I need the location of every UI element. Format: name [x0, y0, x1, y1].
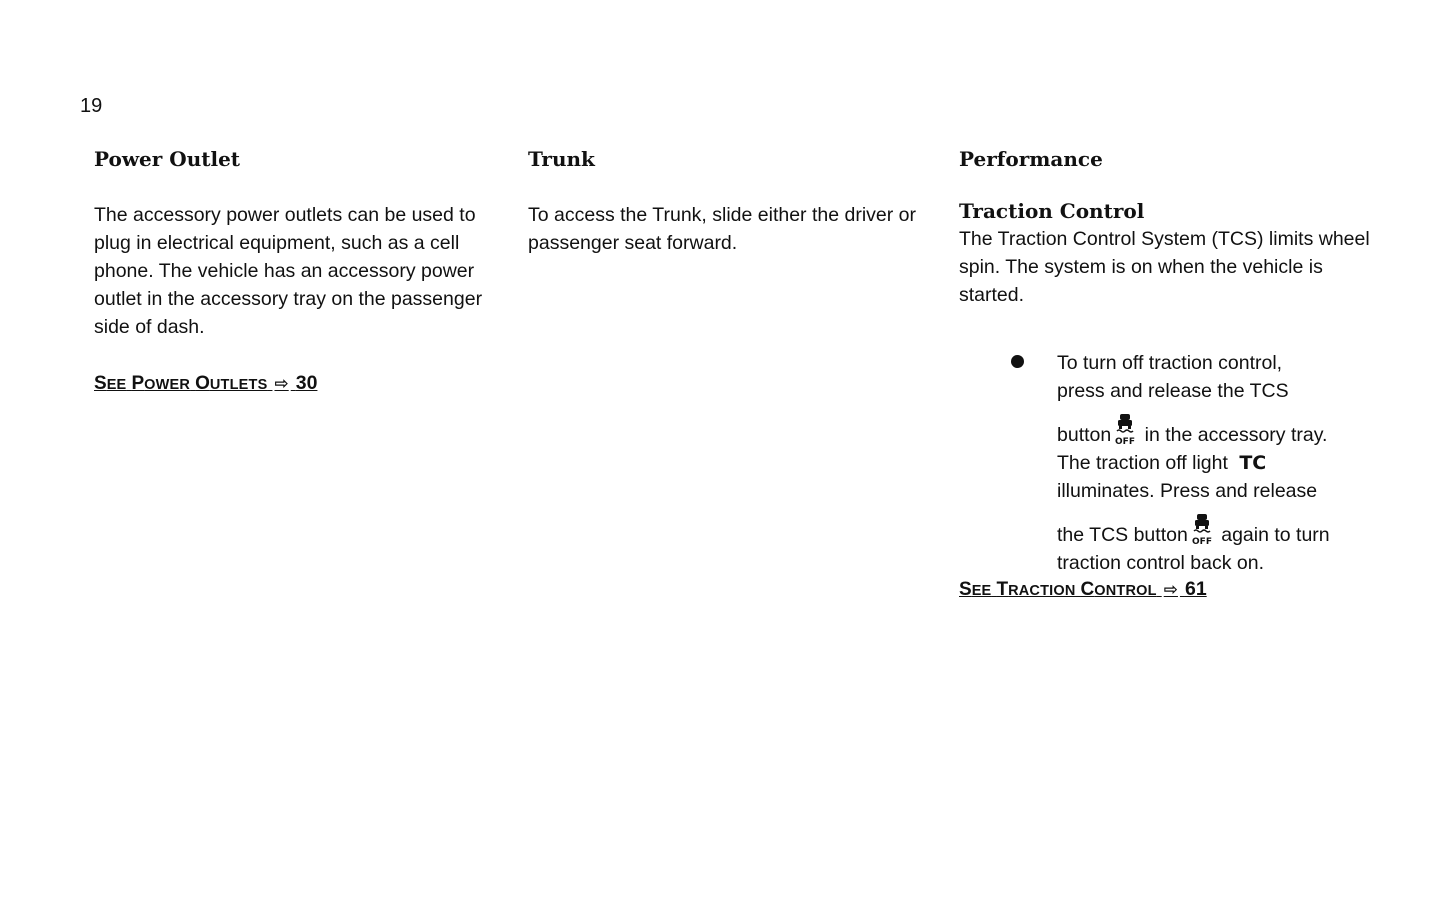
performance-section — [959, 145, 1379, 605]
bullet-dot-icon — [1011, 355, 1024, 368]
page-number: 19 — [80, 95, 103, 117]
arrow-right-icon: ⇨ — [274, 374, 289, 393]
power-outlet-body: The accessory power outlets can be used to plug in electrical equipment, such as a cell phone. The vehicle has an accessory power outlet in the accessory tray on the passenger side of dash. — [94, 204, 483, 338]
page-reference: 30 — [295, 372, 318, 394]
bullet-line: traction control back on. — [1057, 552, 1265, 574]
bullet-line: The traction off light — [1057, 452, 1228, 474]
power-outlet-heading: Power Outlet — [94, 147, 241, 171]
bullet-line: button — [1057, 424, 1112, 446]
svg-text:OFF: OFF — [1115, 437, 1136, 447]
bullet-line: To turn off traction control, — [1057, 352, 1283, 374]
traction-control-bullet — [959, 349, 1367, 577]
page-reference: 61 — [1184, 578, 1207, 600]
trunk-section — [528, 145, 928, 257]
arrow-right-icon: ⇨ — [1163, 580, 1178, 599]
traction-control-body: The Traction Control System (TCS) limits wheel spin. The system is on when the vehicle is started. — [959, 228, 1370, 306]
see-power-outlets-link[interactable]: SEE POWER OUTLETS ⇨ 30 — [94, 372, 318, 394]
bullet-line: in the accessory tray. — [1144, 424, 1328, 446]
trunk-body: To access the Trunk, slide either the driver or passenger seat forward. — [528, 204, 917, 254]
bullet-line: again to turn — [1221, 524, 1330, 546]
svg-text:OFF: OFF — [1191, 537, 1212, 547]
see-traction-control-link[interactable]: SEE TRACTION CONTROL ⇨ 61 — [959, 578, 1207, 600]
bullet-line: illuminates. Press and release — [1057, 480, 1318, 502]
performance-heading: Performance — [959, 147, 1103, 171]
traction-control-subheading: Traction Control — [959, 199, 1145, 223]
power-outlet-section — [94, 145, 494, 399]
trunk-heading: Trunk — [528, 147, 595, 171]
traction-off-light-icon: TC — [1239, 452, 1267, 474]
tcs-off-icon — [1190, 513, 1214, 547]
bullet-line: the TCS button — [1057, 524, 1188, 546]
tcs-off-icon — [1113, 413, 1137, 447]
bullet-line: press and release the TCS — [1057, 380, 1289, 402]
